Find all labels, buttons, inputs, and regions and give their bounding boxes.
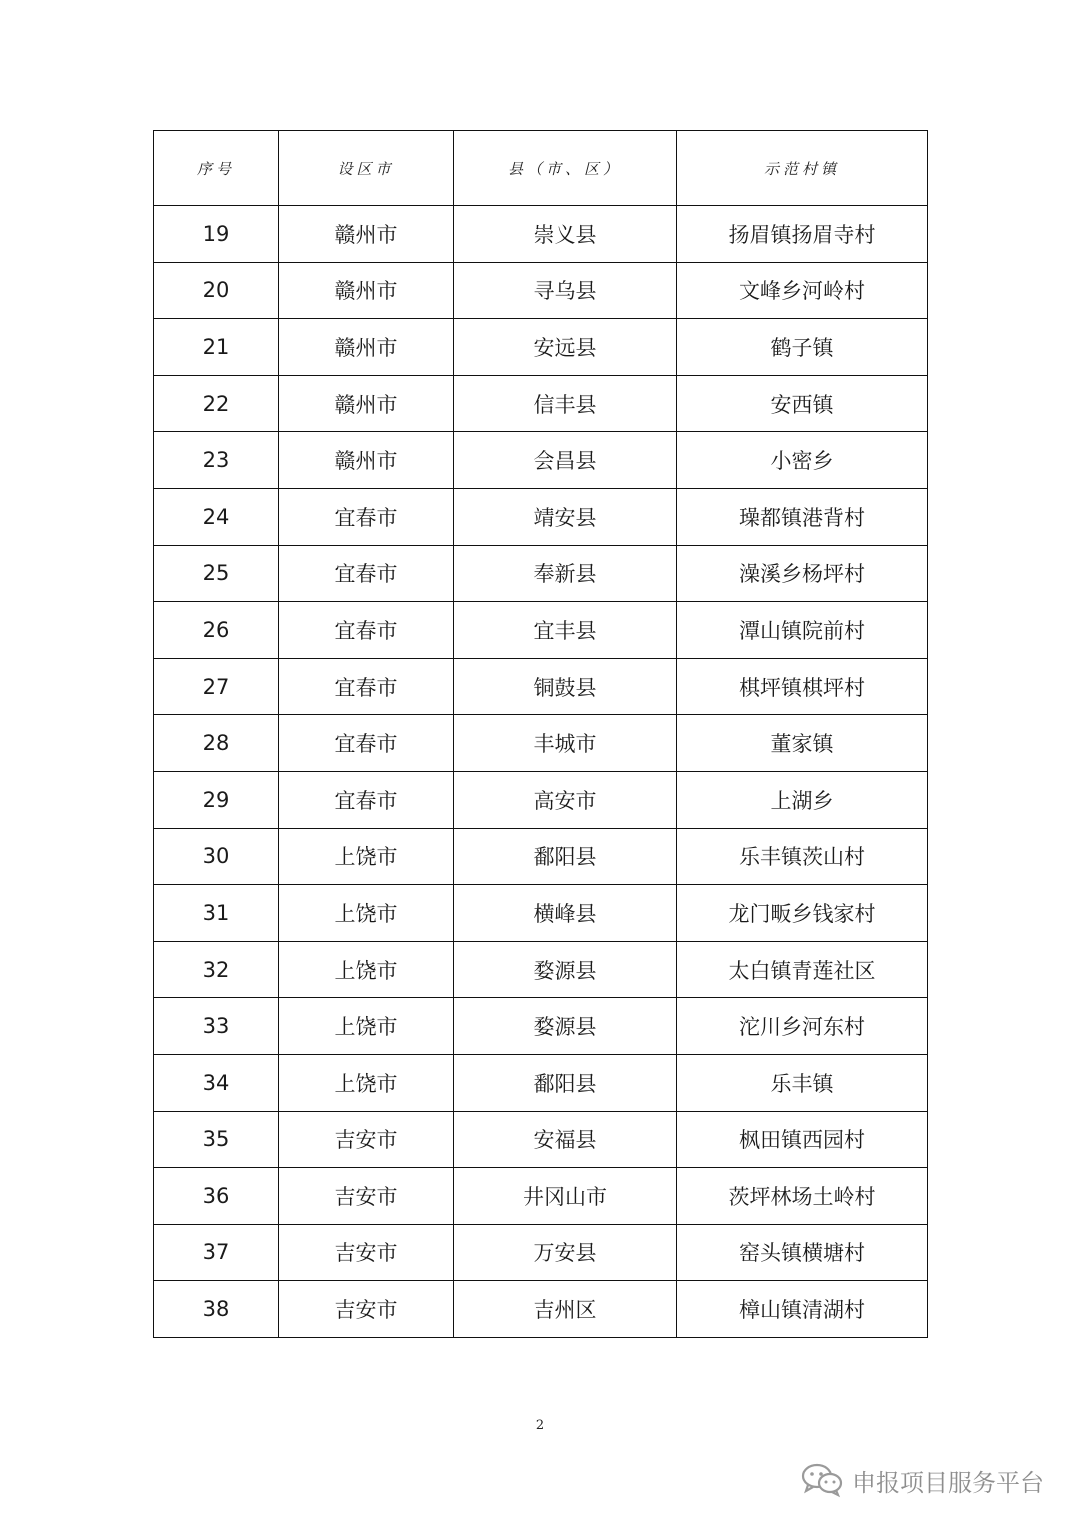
cell-serial-number: 30	[154, 828, 279, 885]
cell-county: 横峰县	[454, 885, 677, 942]
cell-serial-number: 38	[154, 1281, 279, 1338]
cell-county: 寻乌县	[454, 262, 677, 319]
cell-demo-village: 文峰乡河岭村	[677, 262, 928, 319]
cell-county: 靖安县	[454, 488, 677, 545]
table-header-row	[154, 131, 928, 206]
cell-county: 铜鼓县	[454, 658, 677, 715]
cell-city: 上饶市	[279, 885, 454, 942]
demo-village-table	[153, 130, 928, 1338]
cell-county: 吉州区	[454, 1281, 677, 1338]
cell-demo-village: 董家镇	[677, 715, 928, 772]
cell-county: 安福县	[454, 1111, 677, 1168]
cell-serial-number: 24	[154, 488, 279, 545]
cell-county: 宜丰县	[454, 602, 677, 659]
cell-county: 万安县	[454, 1224, 677, 1281]
cell-serial-number: 37	[154, 1224, 279, 1281]
cell-demo-village: 乐丰镇	[677, 1054, 928, 1111]
cell-serial-number: 23	[154, 432, 279, 489]
cell-demo-village: 龙门畈乡钱家村	[677, 885, 928, 942]
cell-demo-village: 枫田镇西园村	[677, 1111, 928, 1168]
cell-county: 丰城市	[454, 715, 677, 772]
cell-serial-number: 31	[154, 885, 279, 942]
cell-city: 宜春市	[279, 715, 454, 772]
page-number: 2	[535, 1418, 545, 1433]
table-row	[154, 545, 928, 602]
cell-county: 安远县	[454, 319, 677, 376]
table-row	[154, 998, 928, 1055]
cell-serial-number: 36	[154, 1168, 279, 1225]
table-row	[154, 828, 928, 885]
table-row	[154, 488, 928, 545]
cell-demo-village: 璪都镇港背村	[677, 488, 928, 545]
table-row	[154, 262, 928, 319]
table-row	[154, 206, 928, 263]
cell-serial-number: 26	[154, 602, 279, 659]
cell-demo-village: 安西镇	[677, 375, 928, 432]
wechat-icon	[800, 1462, 844, 1498]
cell-county: 会昌县	[454, 432, 677, 489]
cell-city: 赣州市	[279, 432, 454, 489]
cell-serial-number: 34	[154, 1054, 279, 1111]
cell-city: 赣州市	[279, 206, 454, 263]
table-row	[154, 1054, 928, 1111]
cell-serial-number: 22	[154, 375, 279, 432]
cell-demo-village: 茨坪林场土岭村	[677, 1168, 928, 1225]
table-row	[154, 319, 928, 376]
table-row	[154, 885, 928, 942]
cell-demo-village: 窑头镇横塘村	[677, 1224, 928, 1281]
watermark-text: 申报项目服务平台	[852, 1468, 1044, 1497]
header-serial-number: 序号	[154, 131, 279, 206]
cell-county: 婺源县	[454, 941, 677, 998]
cell-serial-number: 19	[154, 206, 279, 263]
cell-city: 吉安市	[279, 1168, 454, 1225]
cell-serial-number: 28	[154, 715, 279, 772]
cell-county: 崇义县	[454, 206, 677, 263]
cell-serial-number: 35	[154, 1111, 279, 1168]
table-row	[154, 1281, 928, 1338]
cell-city: 上饶市	[279, 998, 454, 1055]
cell-city: 宜春市	[279, 602, 454, 659]
cell-city: 上饶市	[279, 828, 454, 885]
cell-demo-village: 沱川乡河东村	[677, 998, 928, 1055]
cell-serial-number: 32	[154, 941, 279, 998]
cell-demo-village: 澡溪乡杨坪村	[677, 545, 928, 602]
cell-county: 鄱阳县	[454, 1054, 677, 1111]
table-row	[154, 432, 928, 489]
demo-village-table-container	[153, 130, 927, 1338]
cell-serial-number: 29	[154, 771, 279, 828]
table-row	[154, 375, 928, 432]
cell-demo-village: 太白镇青莲社区	[677, 941, 928, 998]
cell-city: 赣州市	[279, 319, 454, 376]
cell-serial-number: 27	[154, 658, 279, 715]
table-row	[154, 715, 928, 772]
cell-city: 宜春市	[279, 771, 454, 828]
cell-county: 井冈山市	[454, 1168, 677, 1225]
header-demo-village: 示范村镇	[677, 131, 928, 206]
cell-demo-village: 上湖乡	[677, 771, 928, 828]
cell-city: 吉安市	[279, 1281, 454, 1338]
cell-serial-number: 20	[154, 262, 279, 319]
cell-demo-village: 乐丰镇茨山村	[677, 828, 928, 885]
cell-demo-village: 棋坪镇棋坪村	[677, 658, 928, 715]
cell-demo-village: 潭山镇院前村	[677, 602, 928, 659]
cell-demo-village: 鹤子镇	[677, 319, 928, 376]
cell-serial-number: 33	[154, 998, 279, 1055]
cell-serial-number: 25	[154, 545, 279, 602]
table-body	[154, 206, 928, 1338]
cell-city: 上饶市	[279, 1054, 454, 1111]
header-county: 县（市、区）	[454, 131, 677, 206]
cell-demo-village: 扬眉镇扬眉寺村	[677, 206, 928, 263]
cell-city: 吉安市	[279, 1111, 454, 1168]
cell-serial-number: 21	[154, 319, 279, 376]
cell-city: 吉安市	[279, 1224, 454, 1281]
cell-city: 赣州市	[279, 375, 454, 432]
cell-city: 宜春市	[279, 658, 454, 715]
table-row	[154, 1224, 928, 1281]
watermark	[800, 1462, 1044, 1498]
table-row	[154, 602, 928, 659]
table-row	[154, 941, 928, 998]
cell-county: 高安市	[454, 771, 677, 828]
cell-city: 赣州市	[279, 262, 454, 319]
table-row	[154, 771, 928, 828]
cell-county: 奉新县	[454, 545, 677, 602]
cell-demo-village: 小密乡	[677, 432, 928, 489]
cell-county: 婺源县	[454, 998, 677, 1055]
table-row	[154, 1168, 928, 1225]
cell-city: 宜春市	[279, 488, 454, 545]
cell-county: 鄱阳县	[454, 828, 677, 885]
cell-county: 信丰县	[454, 375, 677, 432]
cell-city: 宜春市	[279, 545, 454, 602]
header-city: 设区市	[279, 131, 454, 206]
table-row	[154, 1111, 928, 1168]
table-row	[154, 658, 928, 715]
cell-demo-village: 樟山镇清湖村	[677, 1281, 928, 1338]
cell-city: 上饶市	[279, 941, 454, 998]
